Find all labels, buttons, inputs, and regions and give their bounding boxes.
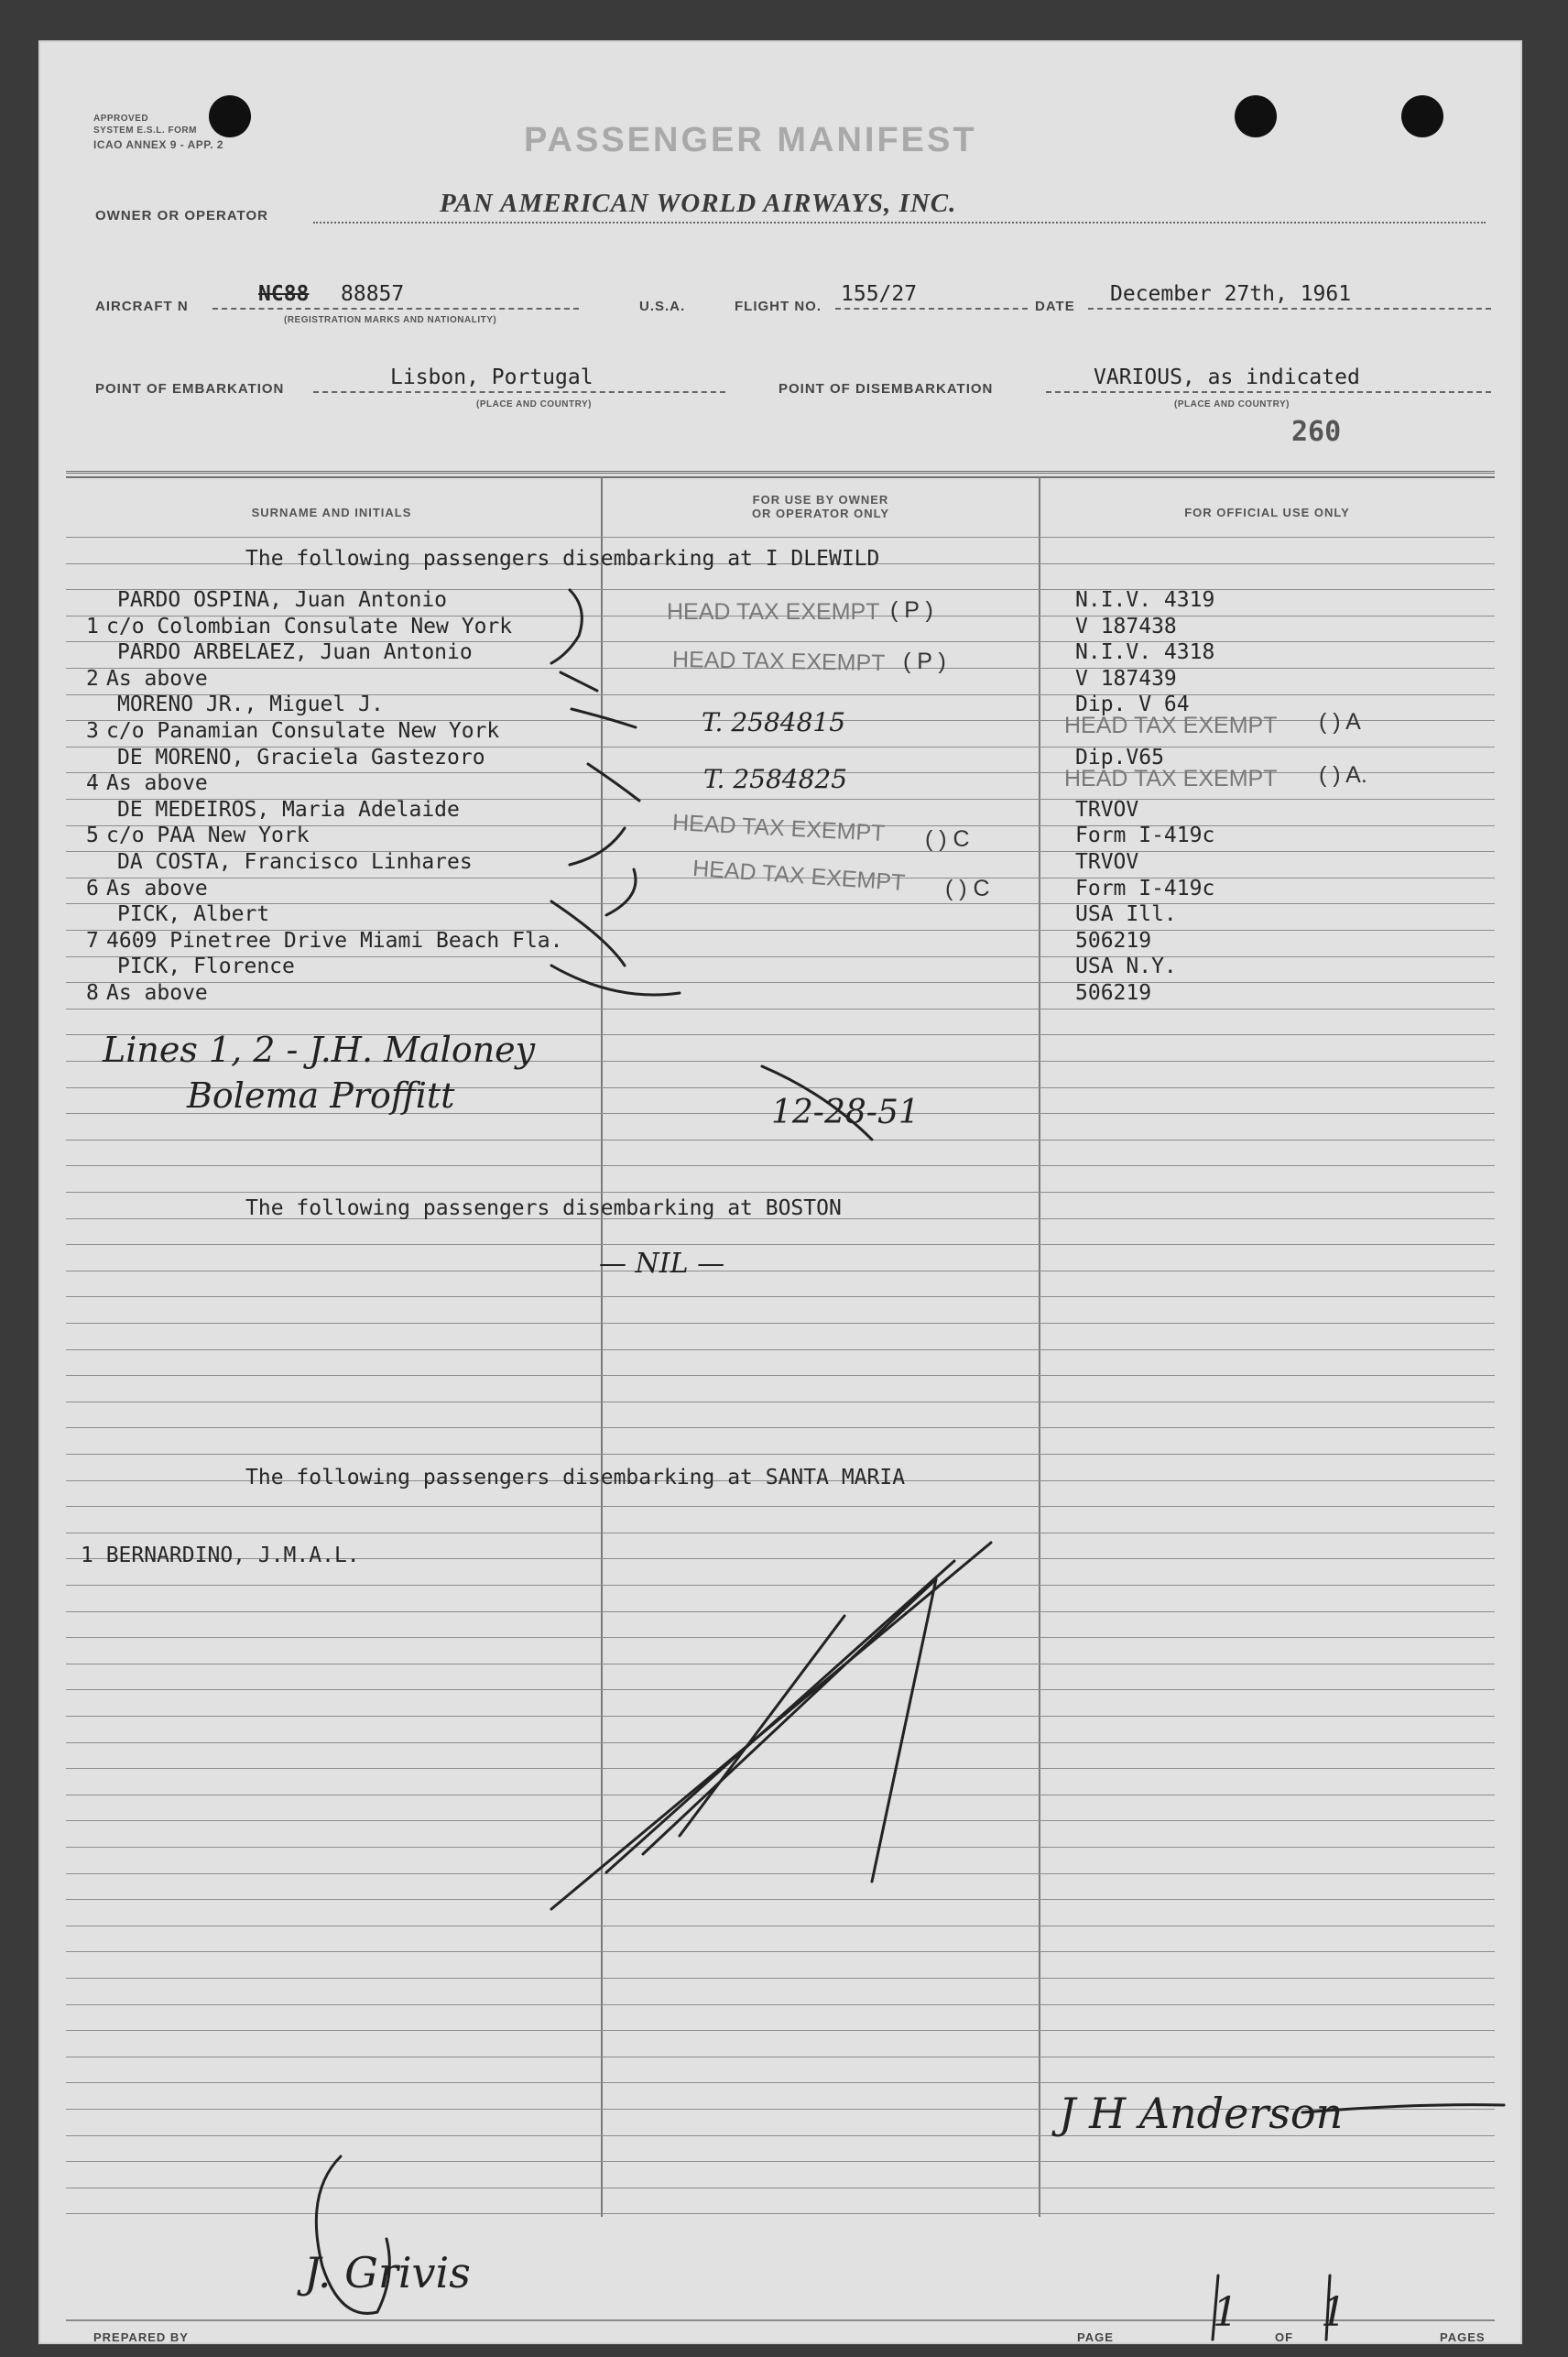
col3-header: FOR OFFICIAL USE ONLY	[1184, 506, 1350, 519]
passenger-number: 1	[86, 614, 99, 638]
embark-place-caption: (PLACE AND COUNTRY)	[476, 399, 592, 409]
bracket-mark-1	[551, 590, 582, 663]
passenger-line: PARDO ARBELAEZ, Juan Antonio	[117, 640, 473, 665]
handwritten-note-1: Lines 1, 2 - J.H. Maloney	[103, 1030, 536, 1070]
stamp-head-tax-4: HEAD TAX EXEMPT	[1064, 766, 1278, 791]
passenger-official-entry: USA N.Y.	[1075, 955, 1177, 979]
page-label: PAGE	[1077, 2330, 1114, 2344]
passenger-official-entry: N.I.V. 4319	[1075, 588, 1215, 612]
section-boston: The following passengers disembarking at BOSTON	[245, 1196, 842, 1220]
registration-caption: (REGISTRATION MARKS AND NATIONALITY)	[284, 315, 497, 325]
check-mark-6	[606, 869, 636, 915]
passenger-official-entry: Dip.V65	[1075, 745, 1164, 769]
cross-mark-3	[643, 1579, 936, 1854]
disembark-value: VARIOUS, as indicated	[1094, 366, 1360, 389]
stamp-c6: ( ) C	[945, 876, 990, 901]
note-strike	[762, 1066, 872, 1140]
passenger-line: DA COSTA, Francisco Linhares	[117, 850, 473, 874]
handwritten-note-2: Bolema Proffitt	[187, 1075, 455, 1116]
stamp-head-tax-1: HEAD TAX EXEMPT	[667, 599, 880, 625]
passenger-official-entry: USA Ill.	[1075, 902, 1177, 927]
embark-value: Lisbon, Portugal	[390, 366, 593, 389]
date-value: December 27th, 1961	[1110, 282, 1352, 306]
handwritten-note-date: 12-28-51	[771, 1094, 920, 1131]
cross-line-1	[551, 966, 680, 995]
form-title: PASSENGER MANIFEST	[524, 121, 977, 159]
passenger-official-entry: 506219	[1075, 928, 1152, 953]
section-santa-maria: The following passengers disembarking at SANTA MARIA	[245, 1466, 906, 1489]
stamp-head-tax-2: HEAD TAX EXEMPT	[671, 646, 886, 677]
passenger-line: c/o Panamian Consulate New York	[106, 719, 500, 743]
pages-label: PAGES	[1440, 2330, 1486, 2344]
passenger-line: As above	[106, 666, 208, 691]
col2-header-2: OR OPERATOR ONLY	[751, 507, 890, 520]
passenger-number: 7	[86, 928, 99, 953]
date-label: DATE	[1035, 299, 1075, 314]
boston-nil: — NIL —	[599, 1248, 725, 1280]
passenger-number: 2	[86, 666, 99, 691]
owner-value: PAN AMERICAN WORLD AIRWAYS, INC.	[440, 189, 957, 218]
passenger-official-entry: V 187439	[1075, 666, 1177, 691]
passenger-line: PICK, Florence	[117, 955, 295, 979]
handwriting-strokes	[38, 40, 1522, 2344]
disembark-label: POINT OF DISEMBARKATION	[779, 381, 994, 397]
flight-label: FLIGHT NO.	[735, 299, 822, 314]
ticket-number-3: T. 2584815	[702, 707, 846, 737]
cross-mark-4	[680, 1616, 844, 1836]
section-idlewild: The following passengers disembarking at I DLEWILD	[245, 547, 880, 571]
page-value: 1	[1213, 2289, 1238, 2336]
flight-value: 155/27	[841, 282, 918, 306]
of-value: 1	[1321, 2289, 1346, 2336]
passenger-official-entry: Form I-419c	[1075, 824, 1215, 848]
stamp-a3: ( ) A	[1319, 709, 1361, 735]
stamp-p1: ( P )	[890, 597, 933, 623]
passenger-line: MORENO JR., Miguel J.	[117, 693, 384, 717]
passenger-line: c/o PAA New York	[106, 824, 310, 848]
passenger-line: PICK, Albert	[117, 902, 270, 927]
aircraft-struck: NC88	[258, 282, 310, 306]
stamp-c5: ( ) C	[925, 826, 970, 852]
passenger-line: c/o Colombian Consulate New York	[106, 614, 513, 638]
bracket-mark-2	[561, 672, 597, 691]
passenger-official-entry: Dip. V 64	[1075, 693, 1190, 717]
cross-mark-2	[606, 1561, 954, 1872]
approval-line-2: SYSTEM E.S.L. FORM	[93, 125, 197, 136]
passenger-official-entry: TRVOV	[1075, 797, 1139, 822]
owner-label: OWNER OR OPERATOR	[95, 208, 268, 224]
approval-line-1: APPROVED	[93, 114, 149, 124]
stamp-head-tax-6: HEAD TAX EXEMPT	[691, 855, 907, 897]
stamp-a4: ( ) A.	[1319, 762, 1367, 788]
of-label: OF	[1275, 2330, 1294, 2344]
passenger-official-entry: Form I-419c	[1075, 876, 1215, 900]
check-mark-5	[570, 828, 625, 865]
check-mark-3	[572, 709, 636, 727]
col2-header-1: FOR USE BY OWNER	[752, 493, 889, 507]
stamp-head-tax-5: HEAD TAX EXEMPT	[671, 809, 887, 847]
aircraft-label: AIRCRAFT N	[95, 299, 189, 314]
check-mark-4	[588, 764, 639, 801]
passenger-number: 3	[86, 719, 99, 743]
stamp-number: 260	[1291, 416, 1342, 448]
passenger-number: 4	[86, 771, 99, 796]
manifest-sheet	[38, 40, 1522, 2344]
passenger-line: 4609 Pinetree Drive Miami Beach Fla.	[106, 928, 563, 953]
passenger-line: DE MEDEIROS, Maria Adelaide	[117, 797, 460, 822]
stamp-head-tax-3: HEAD TAX EXEMPT	[1064, 713, 1278, 738]
ticket-number-4: T. 2584825	[703, 764, 848, 794]
passenger-line: DE MORENO, Graciela Gastezoro	[117, 745, 485, 769]
signature-official: J H Anderson	[1059, 2089, 1344, 2138]
approval-line-3: ICAO ANNEX 9 - APP. 2	[93, 138, 224, 151]
passenger-official-entry: TRVOV	[1075, 850, 1139, 874]
passenger-line: As above	[106, 876, 208, 900]
passenger-number: 5	[86, 824, 99, 848]
stamp-p2: ( P )	[903, 649, 946, 674]
passenger-number: 6	[86, 876, 99, 900]
passenger-official-entry: N.I.V. 4318	[1075, 640, 1215, 665]
passenger-number: 8	[86, 981, 99, 1005]
prepared-by-label: PREPARED BY	[93, 2330, 189, 2344]
nationality: U.S.A.	[639, 299, 686, 314]
passenger-line: As above	[106, 981, 208, 1005]
passenger-official-entry: V 187438	[1075, 614, 1177, 638]
signature-preparer: J. Grivis	[304, 2248, 471, 2297]
aircraft-value: 88857	[341, 282, 405, 306]
santa-maria-passenger: 1 BERNARDINO, J.M.A.L.	[81, 1544, 360, 1567]
passenger-line: As above	[106, 771, 208, 796]
embark-label: POINT OF EMBARKATION	[95, 381, 285, 397]
passenger-official-entry: 506219	[1075, 981, 1152, 1005]
disembark-place-caption: (PLACE AND COUNTRY)	[1174, 399, 1290, 409]
passenger-line: PARDO OSPINA, Juan Antonio	[117, 588, 448, 612]
col1-header: SURNAME AND INITIALS	[251, 506, 412, 519]
